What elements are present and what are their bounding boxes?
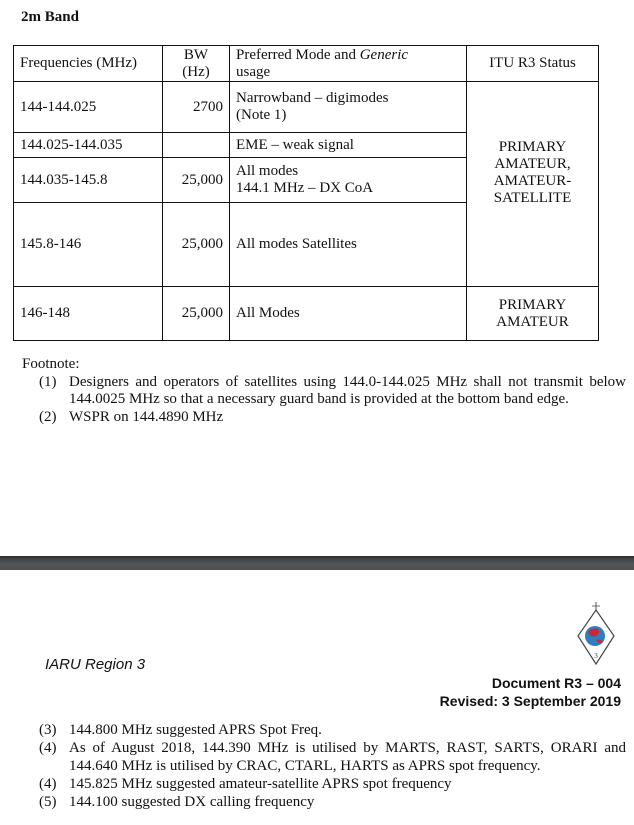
cell-bandwidth: 25,000: [163, 287, 230, 341]
header-status: ITU R3 Status: [467, 46, 599, 82]
cell-bandwidth: 2700: [163, 82, 230, 133]
footnote-number: (1): [39, 373, 57, 390]
footnote-item: [39, 775, 626, 793]
footnote-text: As of August 2018, 144.390 MHz is utilised by MARTS, RAST, SARTS, ORARI and 144.640 MHz is utilised by CRAC, CTARL, HARTS as APRS spot frequency.: [69, 740, 626, 774]
section-title: 2m Band: [21, 9, 79, 25]
cell-status-primary-amateur-satellite: [467, 82, 599, 287]
cell-mode-line1: Narrowband – digimodes: [236, 90, 389, 106]
header-mode: [230, 46, 467, 82]
cell-mode-line2: (Note 1): [236, 107, 287, 123]
cell-mode-line1: All modes: [236, 163, 299, 179]
cell-frequency: 144.035-145.8: [14, 158, 163, 203]
header-mode-prefix: Preferred Mode and: [236, 46, 360, 63]
document-header: [440, 674, 621, 710]
status-line: AMATEUR: [496, 313, 569, 330]
status-line: PRIMARY: [498, 139, 567, 155]
cell-frequency: 145.8-146: [14, 203, 163, 287]
table-header-row: [14, 46, 599, 82]
table-row: [14, 82, 599, 133]
cell-mode: [230, 82, 467, 133]
header-mode-suffix: usage: [236, 63, 271, 80]
cell-mode-line2: 144.1 MHz – DX CoA: [236, 180, 374, 196]
document-page-2: [0, 570, 634, 825]
cell-frequency: 144-144.025: [14, 82, 163, 133]
footnote-number: (4): [39, 776, 57, 792]
status-line: AMATEUR-: [493, 173, 572, 189]
iaru-diamond-logo-icon: [574, 600, 618, 668]
document-id: Document R3 – 004: [491, 675, 621, 691]
footnote-number: (3): [39, 722, 57, 738]
footnote-item: [39, 739, 626, 775]
cell-mode: EME – weak signal: [230, 133, 467, 158]
footnote-number: (4): [39, 740, 57, 756]
footnote-number: (2): [39, 408, 57, 425]
page-separator: [0, 556, 634, 570]
header-bw-line1: BW: [183, 46, 209, 63]
cell-frequency: 146-148: [14, 287, 163, 341]
organization-name: IARU Region 3: [45, 656, 146, 673]
footnote-text: 145.825 MHz suggested amateur-satellite APRS spot frequency: [69, 776, 452, 792]
footnotes: [22, 356, 626, 426]
footnote-item: [39, 793, 626, 811]
status-line: AMATEUR,: [494, 156, 571, 172]
header-frequencies: Frequencies (MHz): [14, 46, 163, 82]
header-mode-italic: Generic: [359, 46, 409, 63]
cell-bandwidth: [163, 133, 230, 158]
footnote-text: Designers and operators of satellites using 144.0-144.025 MHz shall not transmit below 144.0025 MHz so that a necessary guard band is provided at the bottom band edge.: [69, 373, 626, 407]
status-line: PRIMARY: [498, 296, 567, 313]
cell-mode: All modes Satellites: [230, 203, 467, 287]
cell-status-primary-amateur: [467, 287, 599, 341]
footnote-item: [39, 721, 626, 739]
revised-date: Revised: 3 September 2019: [439, 693, 621, 709]
footnote-item: [39, 374, 626, 409]
header-bw-line2: (Hz): [182, 63, 210, 80]
cell-mode: [230, 158, 467, 203]
footnote-text: WSPR on 144.4890 MHz: [69, 408, 224, 425]
status-line: SATELLITE: [493, 190, 572, 206]
header-bandwidth: [163, 46, 230, 82]
svg-text:3: 3: [594, 652, 598, 660]
cell-frequency: 144.025-144.035: [14, 133, 163, 158]
band-plan-table: [13, 45, 599, 341]
continued-footnotes: [39, 721, 626, 811]
cell-mode: All Modes: [230, 287, 467, 341]
footnote-item: [39, 409, 626, 427]
cell-bandwidth: 25,000: [163, 203, 230, 287]
footnote-text: 144.100 suggested DX calling frequency: [69, 794, 315, 810]
table-row: [14, 287, 599, 341]
cell-bandwidth: 25,000: [163, 158, 230, 203]
footnote-heading: Footnote:: [22, 356, 80, 372]
footnote-text: 144.800 MHz suggested APRS Spot Freq.: [69, 722, 322, 738]
footnote-number: (5): [39, 794, 57, 810]
